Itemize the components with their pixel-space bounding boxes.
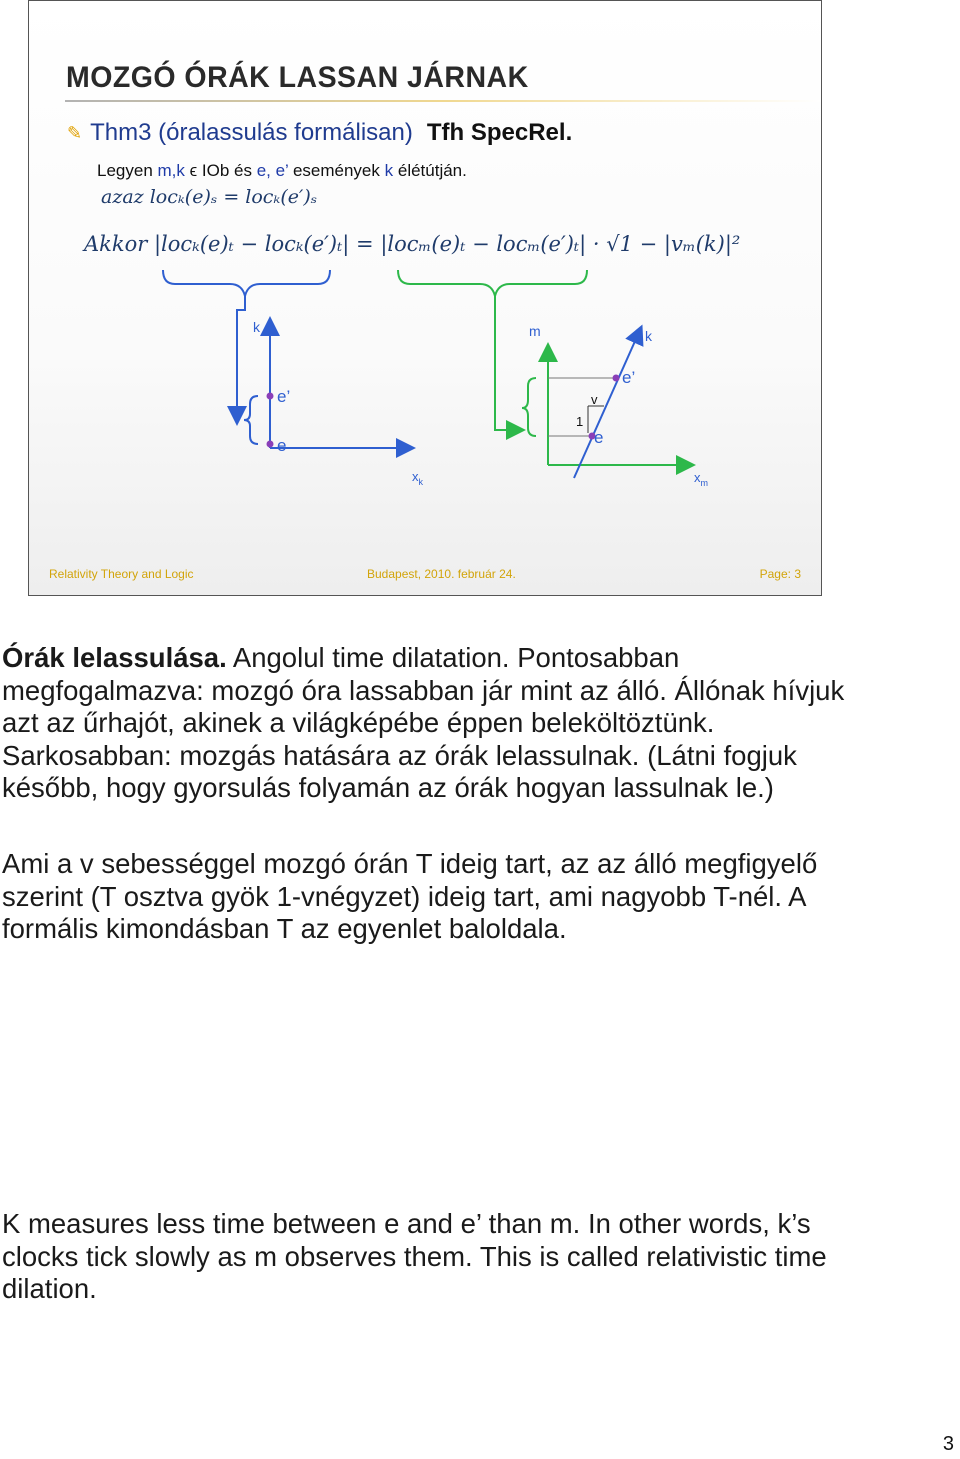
premise-worldline: élétútján. (397, 161, 467, 180)
pencil-icon: ✎ (67, 122, 83, 144)
notes-paragraph-1-text: Angolul time dilatation. Pontosabban megfogalmazva: mozgó óra lassabban jár mint az álló. Állónak hívjuk azt az űrhajót, akinek a világképébe éppen beleköltöztünk. Sarkosabban: mozgás hatására az órák lelassulnak. (Látni fogjuk később, hogy gyorsulás folyamán az órák hogyan lassulnak le.) (2, 642, 845, 803)
theorem-condition: azaz locₖ(e)ₛ = locₖ(e′)ₛ (101, 186, 318, 208)
right-m-label: m (529, 323, 541, 339)
left-e-prime-label: e’ (277, 387, 291, 406)
k-worldline (574, 330, 640, 478)
left-interval-brace (244, 396, 258, 444)
left-brace (163, 270, 330, 296)
premise-observers: m,k (157, 161, 185, 180)
premise-k: k (384, 161, 394, 180)
right-connector (495, 296, 520, 430)
right-x-label: $x_m$ (694, 470, 708, 488)
left-e-prime-dot (267, 393, 274, 400)
right-e-prime-dot (613, 375, 620, 382)
notes-heading: Órák lelassulása. (2, 642, 227, 673)
right-brace (398, 270, 587, 296)
left-e-label: e (277, 436, 287, 455)
notes-paragraph-1 (2, 642, 852, 805)
right-e-label: e (594, 428, 604, 447)
premise-events: e, e’ (256, 161, 289, 180)
velocity-label: v (591, 392, 598, 407)
notes-paragraph-3: K measures less time between e and e’ than m. In other words, k’s clocks tick slowly as m observes them. This is called relativistic time dilation. (2, 1208, 827, 1304)
left-x-label: $x_k$ (412, 469, 423, 487)
left-k-label: k (253, 319, 260, 335)
page-number: 3 (942, 1433, 954, 1455)
left-e-dot (267, 441, 274, 448)
premise-set: ϵ IOb és (189, 161, 252, 180)
theorem-label: Thm3 (óralassulás formálisan) (90, 119, 413, 146)
footer-left: Relativity Theory and Logic (49, 567, 194, 581)
footer-page: Page: 3 (759, 567, 801, 581)
slide-title: MOZGÓ ÓRÁK LASSAN JÁRNAK (66, 61, 529, 94)
right-e-prime-label: e’ (622, 368, 636, 387)
right-k-label: k (645, 328, 652, 344)
right-interval-brace (522, 378, 536, 436)
footer-center: Budapest, 2010. február 24. (367, 567, 516, 581)
theorem-tail: Tfh SpecRel. (426, 119, 573, 146)
left-connector (237, 296, 245, 420)
spacetime-diagram (0, 0, 960, 600)
notes-paragraph-2: Ami a v sebességgel mozgó órán T ideig tart, az az álló megfigyelő szerint (T osztva gyök 1-vnégyzet) ideig tart, ami nagyobb T-nél. A formális kimondásban T az egyenlet baloldala. (2, 848, 818, 944)
theorem-conclusion: Akkor |locₖ(e)ₜ − locₖ(e′)ₜ| = |locₘ(e)ₜ − locₘ(e′)ₜ| · √1 − |vₘ(k)|² (84, 232, 741, 256)
premise-events-word: események (292, 161, 380, 180)
unit-label: 1 (576, 414, 584, 429)
premise-word: Legyen (97, 161, 153, 180)
